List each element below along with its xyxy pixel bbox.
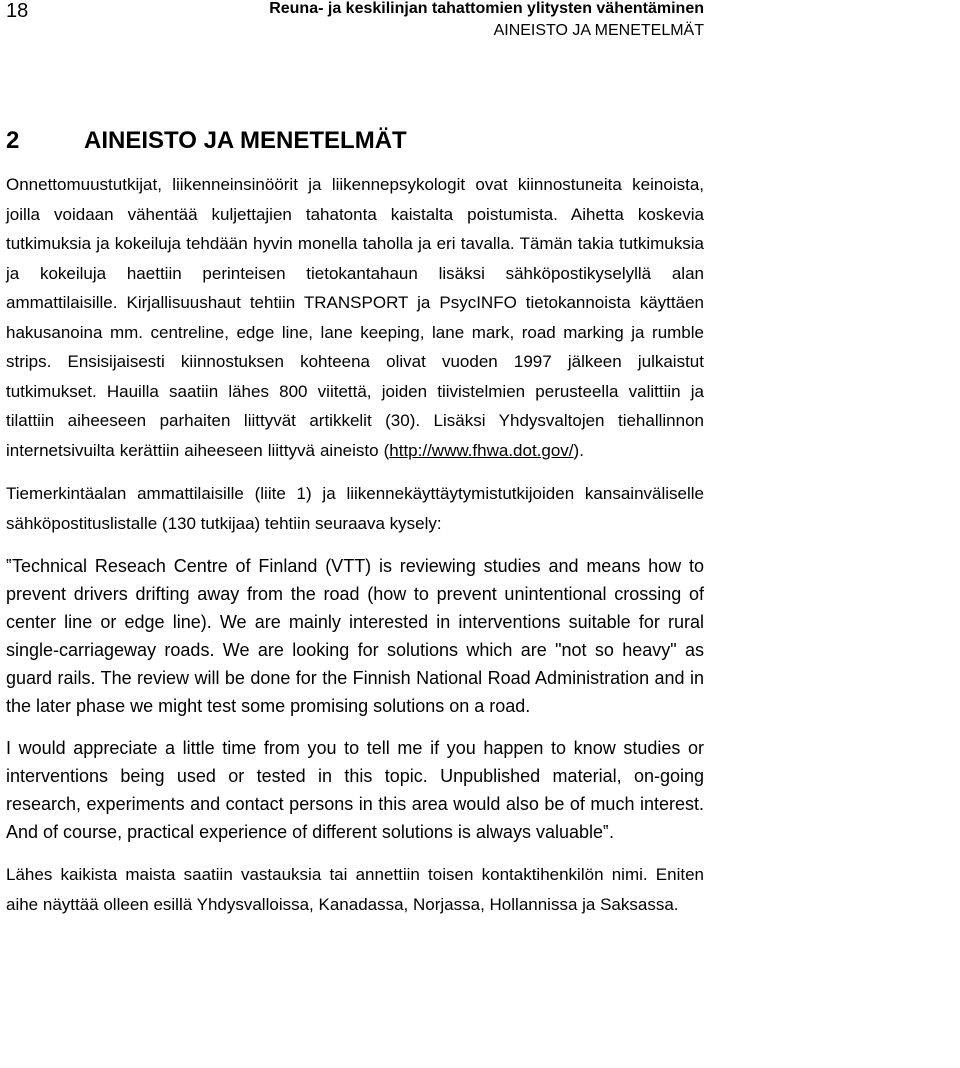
page-number: 18 — [6, 0, 29, 22]
quote-paragraph-1: ‟Technical Reseach Centre of Finland (VTT) is reviewing studies and means how to prevent drivers drifting away from the road (how to prevent unintentional crossing of center line or edge line). We are mainly interested in interventions suitable for rural single-carriageway roads. We are looking for solutions which are "not so heavy" as guard rails. The review will be done for the Finnish National Road Administration and in the later phase we might test some promising solutions on a road. — [6, 556, 704, 716]
survey-quote — [6, 552, 704, 846]
paragraph-survey: Tiemerkintäalan ammattilaisille (liite 1) ja liikennekäyttäytymistutkijoiden kansainväliselle sähköpostituslistalle (130 tutkijaa) tehtiin seuraava kysely: — [6, 484, 704, 533]
running-section: AINEISTO JA MENETELMÄT — [493, 22, 704, 39]
running-title: Reuna- ja keskilinjan tahattomien ylitysten vähentäminen — [269, 0, 704, 17]
section-title: AINEISTO JA MENETELMÄT — [84, 127, 407, 154]
quote-paragraph-2: I would appreciate a little time from you to tell me if you happen to know studies or interventions being used or tested in this topic. Unpublished material, on-going research, experiments and contact persons in this area would also be of much interest. And of course, practical experience of different solutions is always valuable‟. — [6, 738, 704, 842]
section-heading — [6, 124, 704, 158]
fhwa-link[interactable]: http://www.fhwa.dot.gov/ — [389, 440, 574, 460]
paragraph-method — [6, 170, 704, 465]
paragraph-responses: Lähes kaikista maista saatiin vastauksia tai annettiin toisen kontaktihenkilön nimi. Eniten aihe näyttää olleen esillä Yhdysvalloissa, Kanadassa, Norjassa, Hollannissa ja Saksassa. — [6, 865, 704, 914]
section-number: 2 — [6, 127, 20, 154]
page-header — [0, 0, 960, 50]
paragraph-method-end: ). — [573, 440, 584, 460]
page-body — [6, 124, 704, 919]
paragraph-method-text: Onnettomuustutkijat, liikenneinsinöörit ja liikennepsykologit ovat kiinnostuneita keinoista, joilla voidaan vähentää kuljettajien tahatonta kaistalta poistumista. Aihetta koskevia tutkimuksia ja kokeiluja tehdään hyvin monella taholla ja eri tavalla. Tämän takia tutkimuksia ja kokeiluja haettiin perinteisen tietokantahaun lisäksi sähköpostikyselyllä alan ammattilaisille. Kirjallisuushaut tehtiin TRANSPORT ja PsycINFO tietokannoista käyttäen hakusanoina mm. centreline, edge line, lane keeping, lane mark, road marking ja rumble strips. Ensisijaisesti kiinnostuksen kohteena olivat vuoden 1997 jälkeen julkaistut tutkimukset. Hauilla saatiin lähes 800 viitettä, joiden tiivistelmien perusteella valittiin ja tilattiin aiheeseen parhaiten liittyvät artikkelit (30). Lisäksi Yhdysvaltojen tiehallinnon internetsivuilta kerättiin aiheeseen liittyvä aineisto ( — [6, 175, 704, 460]
